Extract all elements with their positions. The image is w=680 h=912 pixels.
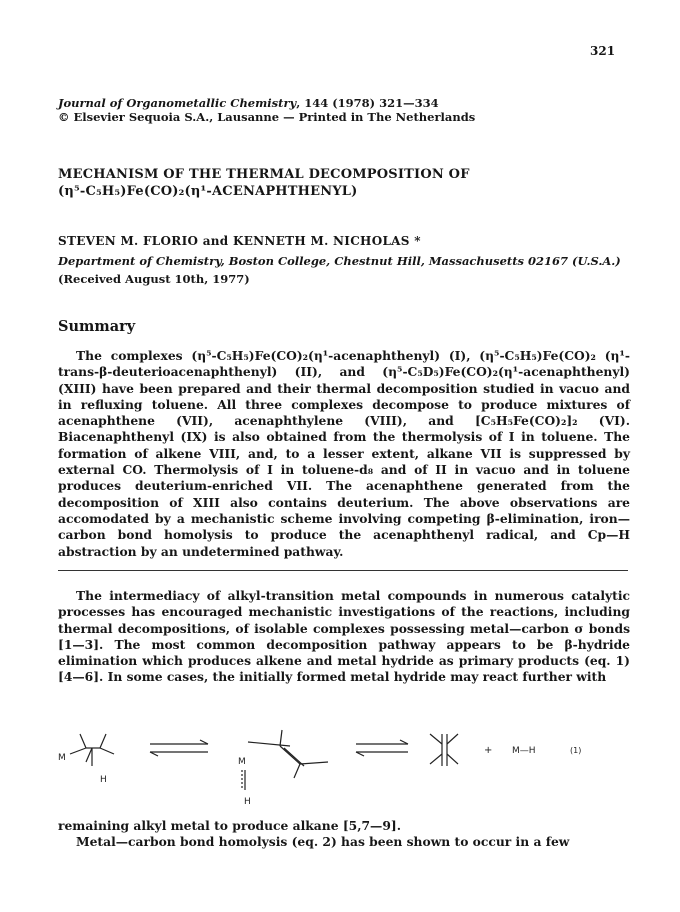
scheme-equilibrium-2 <box>356 740 408 756</box>
journal-citation: , 144 (1978) 321—334 <box>296 96 439 110</box>
scheme-plus: + <box>484 745 493 756</box>
journal-header <box>58 96 618 124</box>
scheme-equilibrium-1 <box>150 740 208 756</box>
title-line-1: MECHANISM OF THE THERMAL DECOMPOSITION OF <box>58 167 470 182</box>
intro-paragraph: The intermediacy of alkyl-transition metal compounds in numerous catalytic processes has encouraged mechanistic investigations of the reactions, including thermal decompositions, of isolable complexes possessing metal—carbon σ bonds [1—3]. The most common decomposition pathway appears to be β-hydride elimination which produces alkene and metal hydride as primary products (eq. 1) [4—6]. In some cases, the initially formed metal hydride may react further with <box>58 588 630 685</box>
received-date: (Received August 10th, 1977) <box>58 272 250 286</box>
page-number: 321 <box>590 44 616 58</box>
copyright-line: © Elsevier Sequoia S.A., Lausanne — Printed in The Netherlands <box>58 110 476 124</box>
continuation-section <box>58 818 630 851</box>
article-title <box>58 166 618 200</box>
abstract-text: The complexes (η⁵-C₅H₅)Fe(CO)₂(η¹-acenaphthenyl) (I), (η⁵-C₅H₅)Fe(CO)₂ (η¹-trans-β-deuterioacenaphthenyl) (II), and (η⁵-C₅D₅)Fe(CO)₂(η¹-acenaphthenyl) (XIII) have been prepared and their thermal decomposition studied in vacuo and in refluxing toluene. All three complexes decompose to produce mixtures of acenaphthene (VII), acenaphthylene (VIII), and [C₅H₅Fe(CO)₂]₂ (VI). Biacenaphthenyl (IX) is also obtained from the thermolysis of I in toluene. The formation of alkene VIII, and, to a lesser extent, alkane VII is suppressed by external CO. Thermolysis of I in toluene-d₈ and of II in vacuo and in toluene produces deuterium-enriched VII. The acenaphthene generated from the decomposition of XIII also contains deuterium. The above observations are accomodated by a mechanistic scheme involving competing β-elimination, iron—carbon bond homolysis to produce the acenaphthenyl radical, and Cp—H abstraction by an undetermined pathway. <box>58 348 630 559</box>
authors: STEVEN M. FLORIO and KENNETH M. NICHOLAS * <box>58 234 421 248</box>
intro-section <box>58 588 630 686</box>
abstract <box>58 348 630 560</box>
scheme-eq-number: (1) <box>570 746 582 755</box>
section-divider <box>58 570 628 571</box>
scheme-pi-complex <box>242 730 328 790</box>
scheme-alkyl-metal <box>70 734 114 766</box>
next-paragraph: Metal—carbon bond homolysis (eq. 2) has been shown to occur in a few <box>76 834 570 850</box>
scheme-product: M—H <box>512 746 536 756</box>
scheme-m1: M <box>58 753 66 763</box>
equation-1-scheme <box>58 720 618 808</box>
title-line-2: (η⁵-C₅H₅)Fe(CO)₂(η¹-ACENAPHTHENYL) <box>58 184 358 199</box>
scheme-m2: M <box>238 757 246 767</box>
journal-name: Journal of Organometallic Chemistry <box>58 96 297 110</box>
continuation-text: remaining alkyl metal to produce alkane [5,7—9]. <box>58 818 401 833</box>
scheme-alkene <box>430 734 458 766</box>
scheme-h2: H <box>244 797 251 807</box>
affiliation: Department of Chemistry, Boston College, Chestnut Hill, Massachusetts 02167 (U.S.A.) <box>58 254 621 268</box>
summary-heading: Summary <box>58 318 136 335</box>
scheme-h1: H <box>100 775 107 785</box>
